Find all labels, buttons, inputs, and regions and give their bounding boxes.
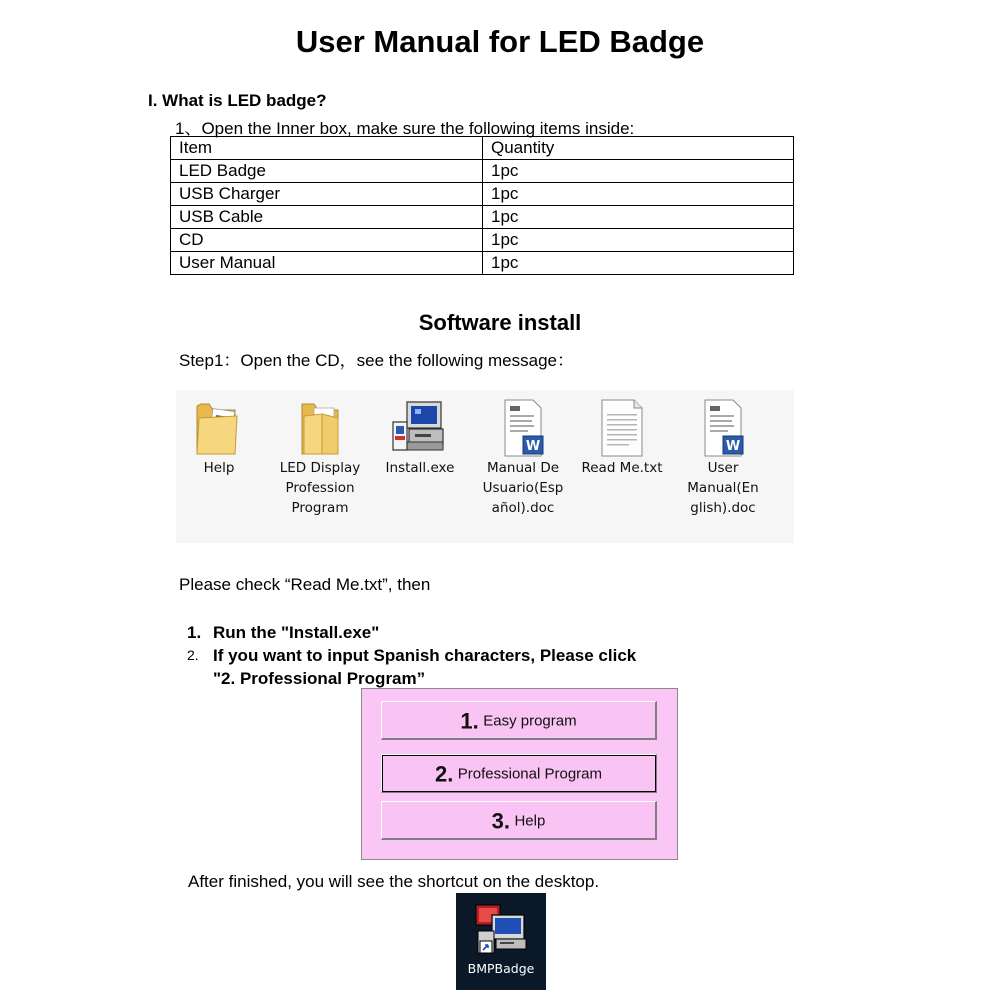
table-cell-item: CD	[171, 229, 483, 252]
file-name: Help	[203, 460, 235, 476]
file-name: Read Me.txt	[581, 460, 663, 476]
menu-label: Easy program	[483, 712, 577, 730]
table-row	[171, 229, 794, 252]
installer-icon	[387, 396, 453, 458]
table-header-quantity: Quantity	[483, 137, 794, 160]
program-menu-window	[361, 688, 678, 860]
cd-file-manual-espanol-doc[interactable]	[478, 396, 568, 518]
cd-file-user-manual-english-doc[interactable]	[678, 396, 768, 518]
cd-file-install-exe[interactable]	[375, 396, 465, 478]
table-cell-item: LED Badge	[171, 160, 483, 183]
table-row	[171, 160, 794, 183]
menu-number: 1.	[460, 708, 479, 734]
bmpbadge-desktop-shortcut[interactable]	[456, 893, 546, 990]
table-cell-quantity: 1pc	[483, 183, 794, 206]
inner-box-instruction: 1、Open the Inner box, make sure the following items inside:	[175, 119, 635, 138]
table-cell-item: USB Cable	[171, 206, 483, 229]
readme-check-text: Please check “Read Me.txt”, then	[179, 575, 431, 594]
help-button[interactable]	[381, 801, 657, 840]
bmpbadge-computer-icon	[456, 893, 546, 961]
page-title: User Manual for LED Badge	[295, 24, 705, 59]
professional-program-button[interactable]	[381, 754, 657, 793]
folder-icon	[191, 396, 247, 458]
folder-icon	[292, 396, 348, 458]
cd-file-listing	[176, 390, 794, 543]
table-row	[171, 183, 794, 206]
table-row	[171, 252, 794, 275]
step-number: 1.	[187, 623, 202, 642]
after-finished-text: After finished, you will see the shortcut on the desktop.	[188, 872, 600, 891]
shortcut-label: BMPBadge	[467, 961, 535, 976]
table-cell-quantity: 1pc	[483, 206, 794, 229]
word-document-icon	[495, 396, 551, 458]
easy-program-button[interactable]	[381, 701, 657, 740]
step1-instruction: Step1：Open the CD，see the following message：	[179, 351, 574, 370]
file-name: Install.exe	[385, 460, 455, 476]
menu-number: 3.	[491, 808, 511, 834]
word-document-icon	[695, 396, 751, 458]
table-cell-quantity: 1pc	[483, 160, 794, 183]
section-heading-led-badge: I. What is LED badge?	[148, 91, 327, 110]
table-header-item: Item	[171, 137, 483, 160]
menu-label: Help	[514, 812, 546, 830]
step-text: "2. Professional Program”	[213, 669, 426, 688]
file-name-line: LED Display	[279, 460, 361, 476]
software-install-heading: Software install	[418, 310, 582, 335]
menu-label: Professional Program	[457, 765, 603, 783]
svg-text:W: W	[525, 439, 541, 454]
cd-file-help[interactable]	[174, 396, 264, 478]
svg-text:W: W	[725, 439, 741, 454]
file-name-line: User	[707, 460, 739, 476]
file-name-line: Manual De	[486, 460, 560, 476]
table-cell-item: User Manual	[171, 252, 483, 275]
table-row	[171, 206, 794, 229]
text-file-icon	[594, 396, 650, 458]
cd-file-readme-txt[interactable]	[577, 396, 667, 478]
items-table	[170, 136, 794, 275]
file-name-line: Profession	[285, 480, 355, 496]
file-name-line: Usuario(Esp	[482, 480, 564, 496]
step-number: 2.	[187, 647, 199, 663]
file-name-line: añol).doc	[491, 500, 555, 516]
file-name-line: Manual(En	[687, 480, 759, 496]
table-cell-item: USB Charger	[171, 183, 483, 206]
file-name-line: glish).doc	[690, 500, 756, 516]
table-cell-quantity: 1pc	[483, 229, 794, 252]
menu-number: 2.	[434, 761, 454, 787]
cd-file-led-display-program[interactable]	[275, 396, 365, 518]
table-cell-quantity: 1pc	[483, 252, 794, 275]
step-text: Run the "Install.exe"	[213, 623, 380, 642]
table-header-row	[171, 137, 794, 160]
step-text: If you want to input Spanish characters, Please click	[213, 646, 637, 665]
file-name-line: Program	[291, 500, 349, 516]
